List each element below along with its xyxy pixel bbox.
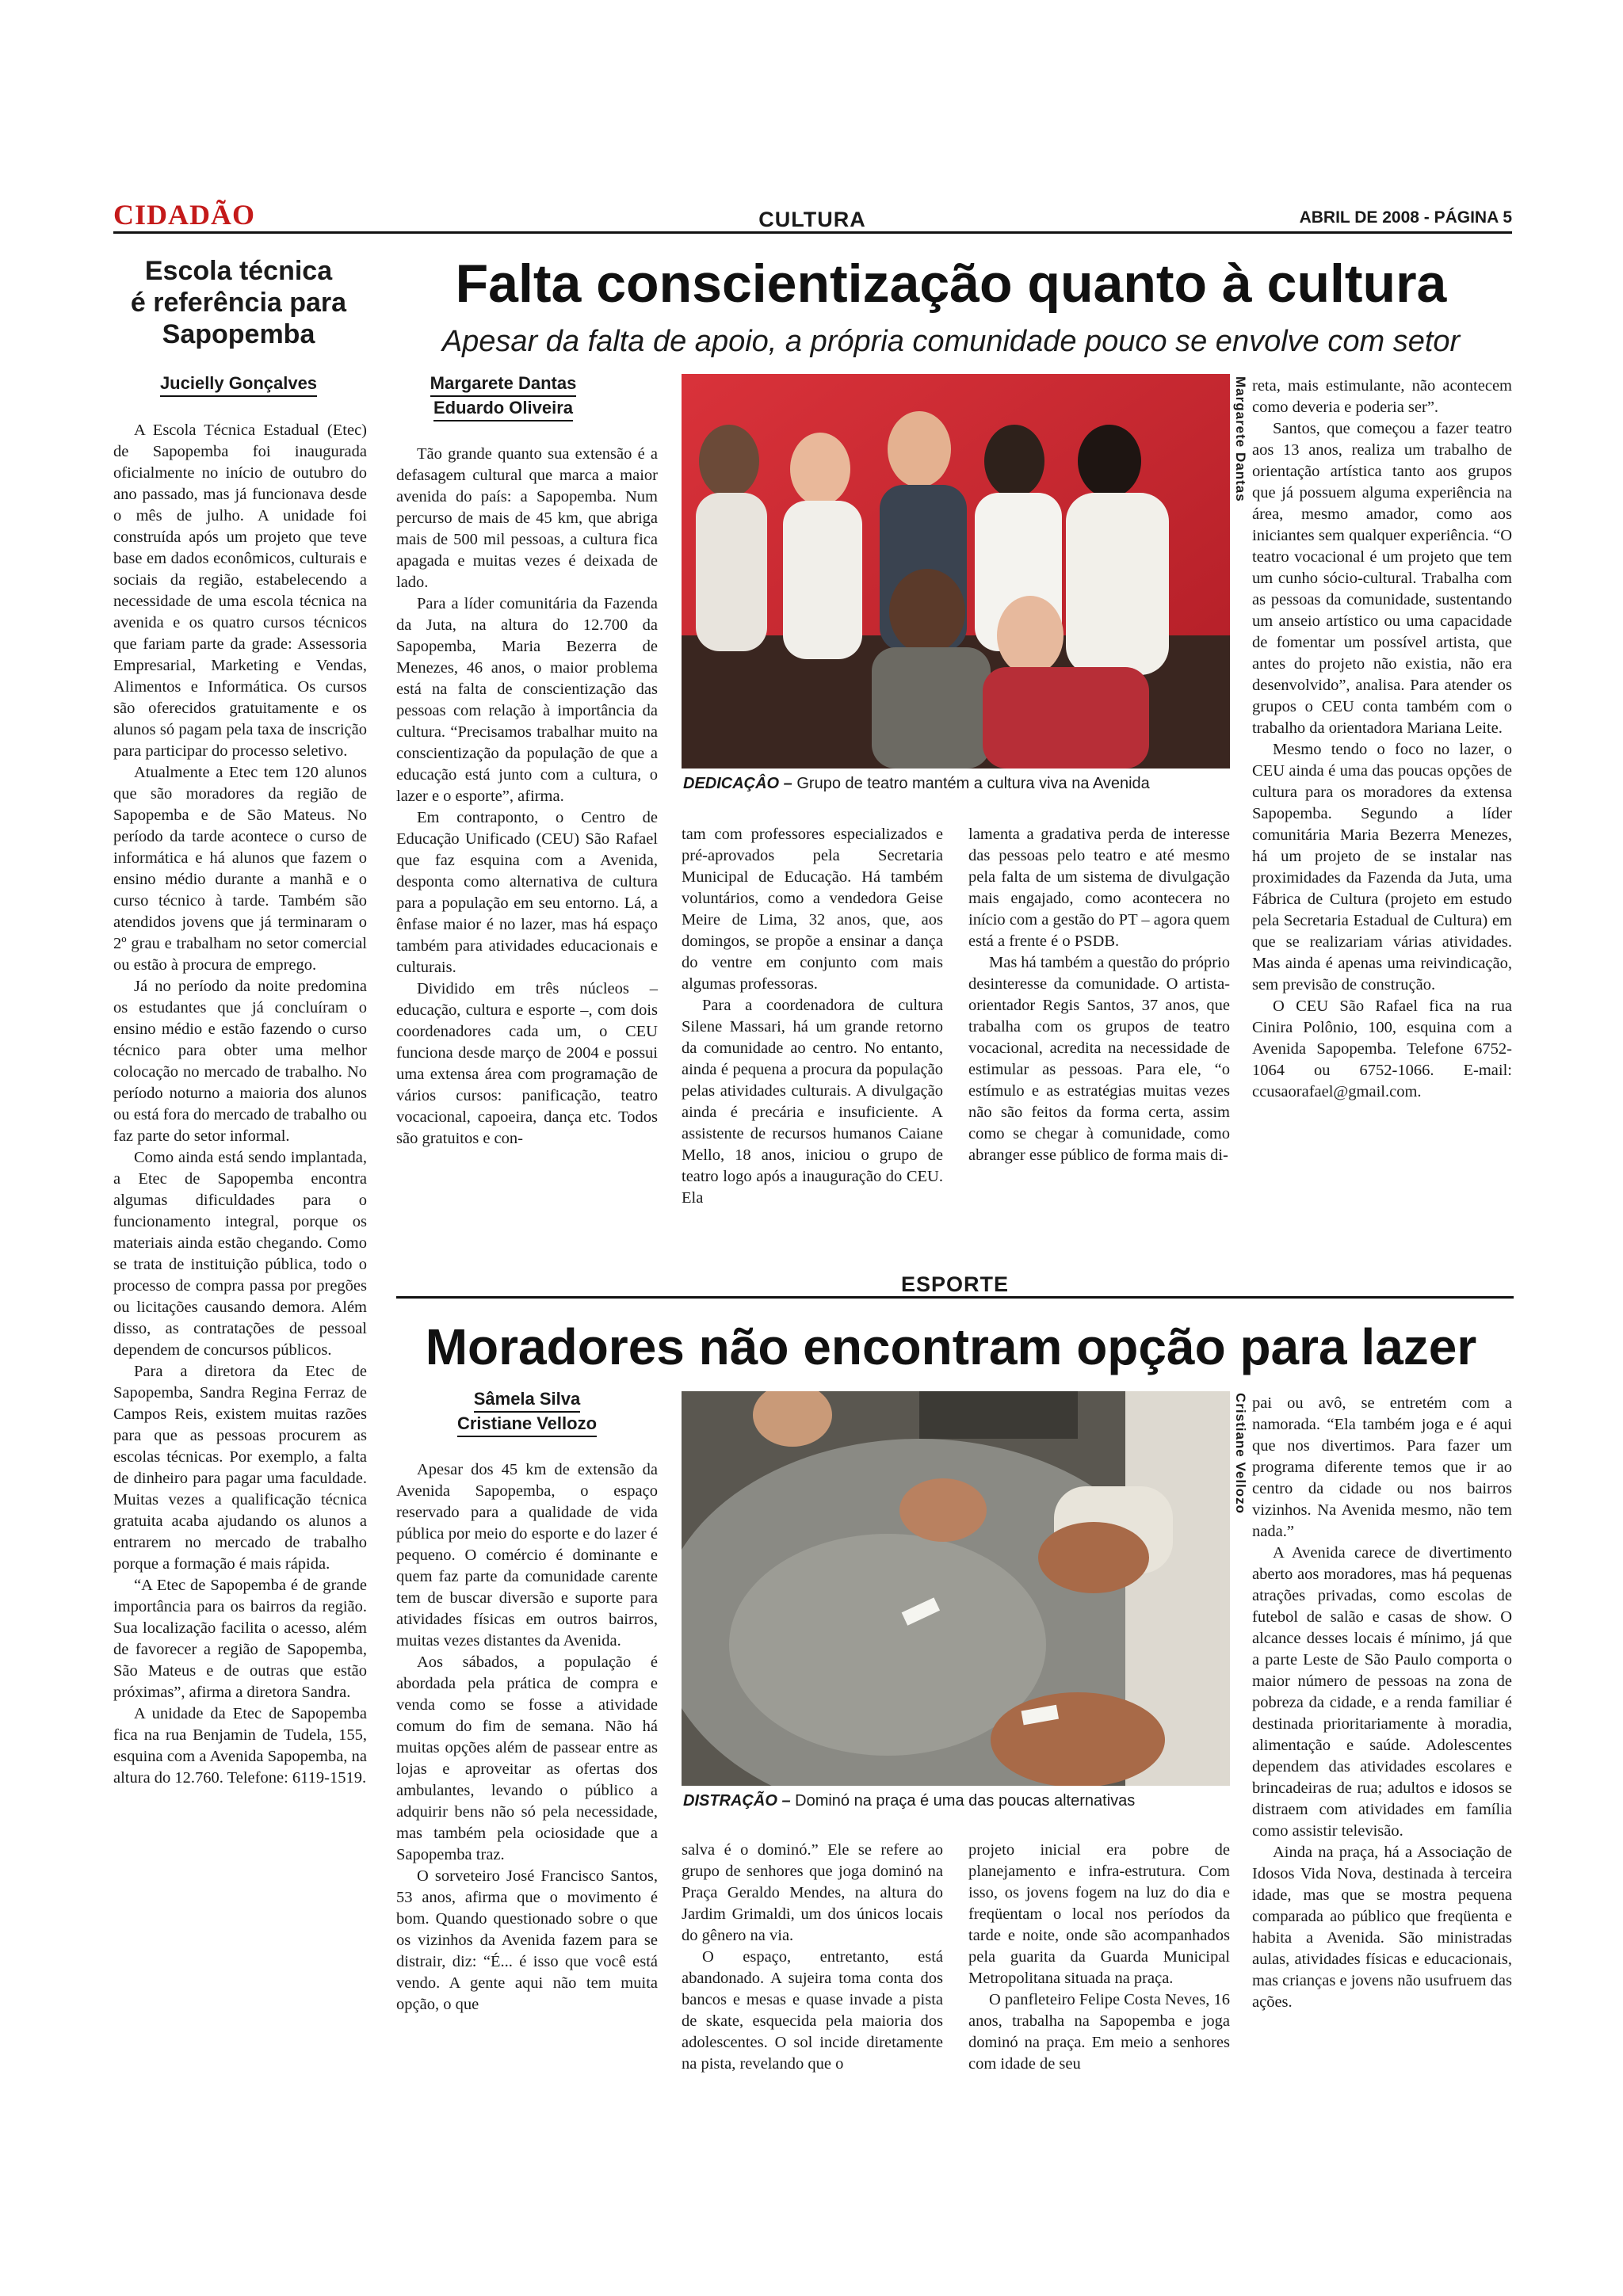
caption-text: Dominó na praça é uma das poucas alternativas — [790, 1792, 1136, 1810]
story1-headline: Falta conscientização quanto à cultura — [455, 254, 1447, 314]
photo-credit: Cristiane Vellozo — [1233, 1393, 1248, 1515]
photo-image — [682, 374, 1230, 769]
paragraph: A Avenida carece de divertimento aberto aos moradores, mas há pequenas atrações privadas, como escolas de futebol de salão e casas de show. O alcance desses locais é mínimo, já que a parte Leste de São Paulo comporta o maior número de pessoas na zona de pobreza da cidade, e a renda familiar é destinada prioritariamente à moradia, alimentação e saúde. Adolescentes dependem das atividades escolares e brincadeiras de rua; adultos e idosos se distraem com atividades em família como assistir televisão. — [1252, 1544, 1512, 1840]
paragraph: pai ou avô, se entretém com a namorada. “Ela também joga e é aqui que nos divertimos. Para fazer um programa diferente temos que ir ao centro da cidade ou nos bairros vizinhos. Na Avenida mesmo, não tem nada.” — [1252, 1394, 1512, 1540]
author-name: Cristiane Vellozo — [457, 1413, 597, 1437]
paragraph: Mas há também a questão do próprio desinteresse da comunidade. O artista-orientador Regis Santos, 37 anos, que trabalha com os grupos de teatro vocacional, acredita na necessidade de estimular as pessoas. Para ele, “o estímulo e as estratégias muitas vezes não são feitos da forma certa, assim como se chegar à comunidade, como abranger esse público de forma mais di- — [968, 954, 1231, 1164]
paragraph: “A Etec de Sapopemba é de grande importância para os bairros da região. Sua localização facilita o acesso, além de favorecer a região de Sapopemba, São Mateus e de outras que estão próximas”, afirma a diretora Sandra. — [113, 1577, 367, 1701]
paragraph: Para a diretora da Etec de Sapopemba, Sandra Regina Ferraz de Campos Reis, existem muitas razões para que as pessoas procurem as escolas técnicas. Por exemplo, a falta de dinheiro para pagar uma faculdade. Muitas vezes a qualificação técnica gratuita acaba ajudando os alunos a entrarem no mercado de trabalho porque a formação é mais rápida. — [113, 1363, 367, 1573]
story1-byline — [396, 372, 610, 421]
header-rule — [113, 231, 1512, 234]
photo-credit: Margarete Dantas — [1233, 376, 1248, 502]
paragraph: Para a coordenadora de cultura Silene Massari, há um grande retorno da comunidade ao centro. No entanto, ainda é pequena a procura da população pelas atividades culturais. A divulgação ainda é precária e insuficiente. A assistente de recursos humanos Caiane Mello, 18 anos, iniciou o grupo de teatro logo após a inauguração do CEU. Ela — [682, 997, 943, 1207]
photo-caption — [683, 1792, 1135, 1810]
story1-column-3 — [968, 824, 1230, 1166]
paragraph: A Escola Técnica Estadual (Etec) de Sapopemba foi inaugurada oficialmente no início de outubro do ano passado, mas já funcionava desde o mês de julho. A unidade foi construída após um projeto que teve base em dados econômicos, culturais e sociais da região, estabelecendo a necessidade de uma escola técnica na avenida e os quatro cursos técnicos que fariam parte da grade: Assessoria Empresarial, Marketing e Vendas, Alimentos e Informática. Os cursos são oferecidos gratuitamente e os alunos só pagam pela taxa de inscrição para participar do processo seletivo. — [113, 421, 367, 760]
side-story-title — [113, 255, 364, 350]
author-name: Margarete Dantas — [430, 372, 577, 397]
paragraph: reta, mais estimulante, não acontecem como deveria e poderia ser”. — [1252, 377, 1512, 416]
paragraph: O espaço, entretanto, está abandonado. A sujeira toma conta dos bancos e mesas e quase invade a pista de skate, esquecida pela maioria dos adolescentes. O sol incide diretamente na pista, revelando que o — [682, 1948, 943, 2073]
paragraph: Ainda na praça, há a Associação de Idosos Vida Nova, destinada à terceira idade, mas que se mostra pequena comparada ao público que freqüenta e habita a Avenida. São ministradas aulas, atividades físicas e educacionais, mas crianças e jovens não usufruem das ações. — [1252, 1844, 1512, 2011]
side-story-body — [113, 420, 367, 1789]
side-title-line: Escola técnica — [144, 256, 333, 286]
paragraph: O panfleteiro Felipe Costa Neves, 16 anos, trabalha na Sapopemba e joga dominó na praça. Em meio a senhores com idade de seu — [968, 1991, 1231, 2073]
author-name: Eduardo Oliveira — [433, 397, 573, 421]
paragraph: O CEU São Rafael fica na rua Cinira Polônio, 100, esquina com a Avenida Sapopemba. Telefone 6752-1064 ou 6752-1066. E-mail: ccusaorafael@gmail.com. — [1252, 997, 1512, 1100]
story1-column-1 — [396, 444, 658, 1150]
paragraph: Em contraponto, o Centro de Educação Unificado (CEU) São Rafael que faz esquina com a Avenida, desponta como alternativa de cultura para a população em seu entorno. Lá, a ênfase maior é no lazer, mas há espaço também para atividades educacionais e culturais. — [396, 809, 658, 976]
paragraph: Para a líder comunitária da Fazenda da Juta, na altura do 12.700 da Sapopemba, Maria Bezerra de Menezes, 46 anos, o maior problema está na falta de conscientização das pessoas com relação à importância da cultura. “Precisamos trabalhar muito na conscientização da população de que a educação está junto com a cultura, o lazer e o esporte”, afirma. — [396, 595, 658, 805]
caption-label: DISTRAÇÃO – — [683, 1792, 791, 1810]
paragraph: Santos, que começou a fazer teatro aos 13 anos, realiza um trabalho de orientação artística tanto aos grupos que já possuem alguma experiência na área, mesmo amador, como aos iniciantes sem qualquer experiência. “O teatro vocacional é um projeto que tem um cunho sócio-cultural. Trabalha com as pessoas da comunidade, sustentando um anseio artístico ou uma capacidade de fomentar um possível artista, que antes do projeto não existia, não era desenvolvido”, analisa. Para atender os grupos o CEU conta também com o trabalho da orientadora Mariana Leite. — [1252, 420, 1512, 737]
story2-column-1 — [396, 1459, 658, 2016]
paragraph: A unidade da Etec de Sapopemba fica na rua Benjamin de Tudela, 155, esquina com a Avenida Sapopemba, na altura do 12.760. Telefone: 6119-1519. — [113, 1705, 367, 1787]
paragraph: Já no período da noite predomina os estudantes que já concluíram o ensino médio e estão fazendo o curso técnico para obter uma melhor colocação no mercado de trabalho. No período noturno a maioria dos alunos ou está fora do mercado de trabalho ou faz parte do setor informal. — [113, 978, 367, 1145]
story1-column-2 — [682, 824, 943, 1209]
photo-caption — [683, 775, 1150, 793]
photo-domino-players — [682, 1391, 1230, 1786]
author-name: Sâmela Silva — [474, 1388, 581, 1413]
photo-image — [682, 1391, 1230, 1786]
paragraph: salva é o dominó.” Ele se refere ao grupo de senhores que joga dominó na Praça Geraldo Mendes, na altura do Jardim Grimaldi, um dos únicos locais do gênero na via. — [682, 1841, 943, 1944]
photo-theater-group — [682, 374, 1230, 769]
story2-byline — [396, 1388, 658, 1437]
story2-column-2 — [682, 1840, 943, 2075]
story1-column-4 — [1252, 376, 1512, 1103]
caption-text: Grupo de teatro mantém a cultura viva na Avenida — [792, 775, 1150, 792]
story2-headline: Moradores não encontram opção para lazer — [425, 1318, 1477, 1375]
paragraph: O sorveteiro José Francisco Santos, 53 anos, afirma que o movimento é bom. Quando questionado sobre o que os vizinhos da Avenida fazem para se distrair, diz: “É... é isso que você está vendo. A gente aqui não tem muita opção, o que — [396, 1867, 658, 2013]
issue-info: ABRIL DE 2008 - PÁGINA 5 — [1299, 208, 1512, 227]
paragraph: Atualmente a Etec tem 120 alunos que são moradores da região de Sapopemba e de São Mateus. No período da tarde acontece o curso de informática e há alunos que fazem o ensino médio durante a manhã e o curso técnico à tarde. Também são atendidos jovens que já terminaram o 2º grau e trabalham no setor comercial ou estão à procura de emprego. — [113, 764, 367, 974]
side-story-byline — [113, 372, 364, 397]
paragraph: Apesar dos 45 km de extensão da Avenida Sapopemba, o espaço reservado para a qualidade de vida pública por meio do esporte e do lazer é pequeno. O comércio é dominante e quem faz parte da comunidade carente tem de buscar diversão e suporte para atividades físicas em outros bairros, muitas vezes distantes da Avenida. — [396, 1461, 658, 1650]
section-label-cultura: CULTURA — [758, 208, 866, 231]
story2-column-3 — [968, 1840, 1230, 2075]
newspaper-brand: CIDADÃO — [113, 199, 256, 231]
paragraph: Como ainda está sendo implantada, a Etec de Sapopemba encontra algumas dificuldades para o funcionamento integral, porque os materiais ainda estão chegando. Como se trata de instituição pública, todo o processo de compra passa por pregões ou licitações causando demora. Além disso, as contratações de pessoal dependem de concursos públicos. — [113, 1149, 367, 1359]
paragraph: Mesmo tendo o foco no lazer, o CEU ainda é uma das poucas opções de cultura para os moradores da extensa Sapopemba. Segundo a líder comunitária Maria Bezerra Menezes, há um projeto de se instalar nas proximidades da Fazenda da Juta, uma Fábrica de Cultura (projeto em estudo pela Secretaria Estadual de Cultura) em que se realizariam várias atividades. Mas ainda é apenas uma reivindicação, sem previsão de construção. — [1252, 741, 1512, 994]
story2-column-4 — [1252, 1393, 1512, 2013]
paragraph: lamenta a gradativa perda de interesse das pessoas pelo teatro e até mesmo pela falta de um sistema de divulgação mais engajado, como acontecera no início com a gestão do PT – agora quem está a frente é o PSDB. — [968, 826, 1230, 950]
section-label-esporte: ESPORTE — [900, 1272, 1010, 1296]
paragraph: tam com professores especializados e pré-aprovados pela Secretaria Municipal de Educação. Há também voluntários, como a vendedora Geise Meire de Lima, 32 anos, que, aos domingos, se propõe a ensinar a dança do ventre em conjunto com mais algumas professoras. — [682, 826, 943, 993]
story1-subhead: Apesar da falta de apoio, a própria comunidade pouco se envolve com setor — [441, 325, 1461, 358]
side-title-line: Sapopemba — [162, 319, 315, 349]
author-name: Jucielly Gonçalves — [160, 372, 317, 397]
paragraph: Tão grande quanto sua extensão é a defasagem cultural que marca a maior avenida do país: a Sapopemba. Num percurso de mais de 45 km, que abriga mais de 500 mil pessoas, a cultura fica apagada e muitas vezes é deixada de lado. — [396, 445, 658, 591]
paragraph: Dividido em três núcleos – educação, cultura e esporte –, com dois coordenadores cada um, o CEU funciona desde março de 2004 e possui uma extensa área com programação de vários cursos: panificação, teatro vocacional, capoeira, dança etc. Todos são gratuitos e con- — [396, 980, 658, 1147]
paragraph: projeto inicial era pobre de planejamento e infra-estrutura. Com isso, os jovens fogem na luz do dia e freqüentam o local nos períodos da tarde e noite, onde são acompanhados pela guarita da Guarda Municipal Metropolitana situada na praça. — [968, 1841, 1230, 1987]
caption-label: DEDICAÇÂO – — [683, 775, 792, 792]
section-rule — [396, 1296, 1514, 1299]
side-title-line: é referência para — [130, 288, 347, 318]
paragraph: Aos sábados, a população é abordada pela prática de compra e venda como se fosse a atividade comum do fim de semana. Não há muitas opções além de passear entre as lojas e aproveitar as ofertas dos ambulantes, levando o público a adquirir bens não só pela necessidade, mas também pela ociosidade que a Sapopemba traz. — [396, 1653, 658, 1863]
